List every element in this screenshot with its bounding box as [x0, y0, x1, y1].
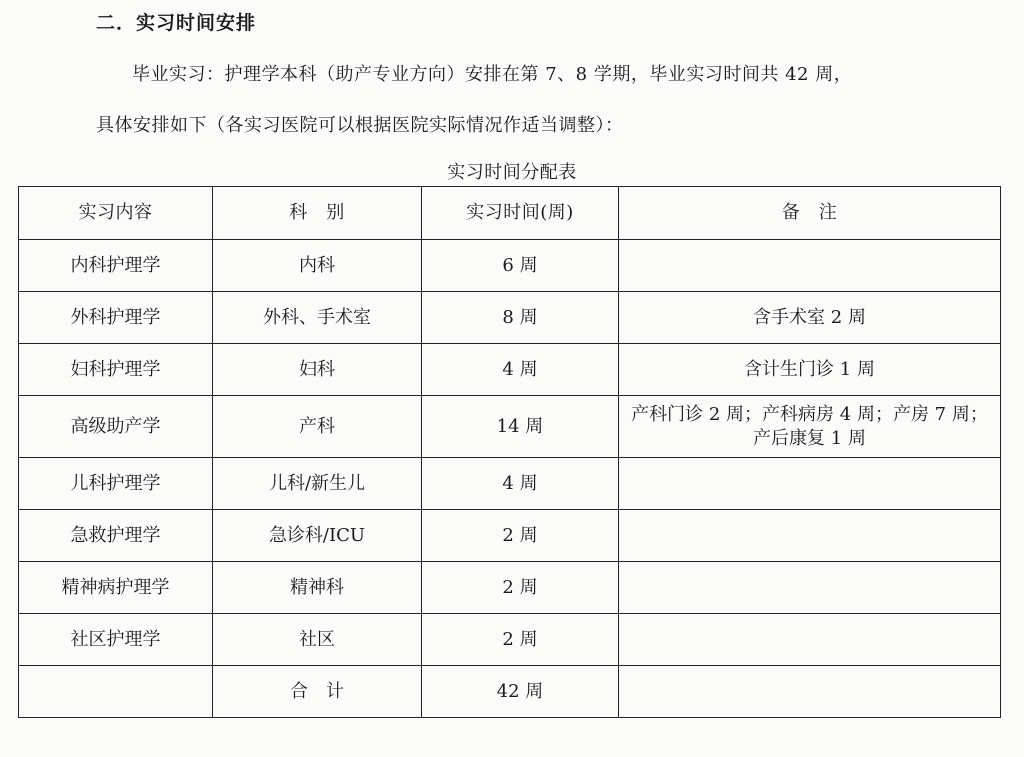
header-content: 实习内容 — [19, 187, 213, 240]
table-caption: 实习时间分配表 — [447, 162, 577, 183]
cell-remarks — [619, 458, 1001, 510]
cell-remarks — [619, 510, 1001, 562]
header-duration: 实习时间(周) — [422, 187, 619, 240]
cell-department: 产科 — [213, 396, 422, 458]
cell-remarks — [619, 562, 1001, 614]
table-row — [19, 458, 1001, 510]
cell-content: 精神病护理学 — [19, 562, 213, 614]
cell-department: 外科、手术室 — [213, 292, 422, 344]
cell-content: 社区护理学 — [19, 614, 213, 666]
cell-department: 儿科/新生儿 — [213, 458, 422, 510]
table-row — [19, 614, 1001, 666]
cell-duration: 4 周 — [422, 344, 619, 396]
table-row — [19, 344, 1001, 396]
table-row — [19, 396, 1001, 458]
cell-remarks — [619, 666, 1001, 718]
cell-content: 内科护理学 — [19, 240, 213, 292]
cell-department: 妇科 — [213, 344, 422, 396]
cell-department: 急诊科/ICU — [213, 510, 422, 562]
cell-remarks: 含手术室 2 周 — [619, 292, 1001, 344]
cell-duration: 8 周 — [422, 292, 619, 344]
table-row — [19, 562, 1001, 614]
cell-duration: 14 周 — [422, 396, 619, 458]
cell-content — [19, 666, 213, 718]
header-remarks: 备 注 — [619, 187, 1001, 240]
cell-department: 内科 — [213, 240, 422, 292]
intro-paragraph-line-1: 毕业实习：护理学本科（助产专业方向）安排在第 7、8 学期，毕业实习时间共 42 周， — [132, 64, 853, 85]
internship-allocation-table — [18, 186, 1001, 718]
table-row — [19, 240, 1001, 292]
cell-content: 高级助产学 — [19, 396, 213, 458]
cell-remarks — [619, 614, 1001, 666]
header-department: 科 别 — [213, 187, 422, 240]
section-heading: 二．实习时间安排 — [96, 12, 257, 34]
cell-department: 社区 — [213, 614, 422, 666]
cell-remarks — [619, 240, 1001, 292]
cell-total-label: 合 计 — [213, 666, 422, 718]
cell-content: 急救护理学 — [19, 510, 213, 562]
cell-total-duration: 42 周 — [422, 666, 619, 718]
cell-content: 外科护理学 — [19, 292, 213, 344]
cell-remarks: 含计生门诊 1 周 — [619, 344, 1001, 396]
table-row — [19, 510, 1001, 562]
cell-duration: 6 周 — [422, 240, 619, 292]
table-total-row — [19, 666, 1001, 718]
table-header-row — [19, 187, 1001, 240]
cell-content: 儿科护理学 — [19, 458, 213, 510]
table-row — [19, 292, 1001, 344]
cell-duration: 2 周 — [422, 614, 619, 666]
cell-department: 精神科 — [213, 562, 422, 614]
cell-content: 妇科护理学 — [19, 344, 213, 396]
cell-duration: 2 周 — [422, 562, 619, 614]
cell-duration: 4 周 — [422, 458, 619, 510]
cell-remarks: 产科门诊 2 周；产科病房 4 周；产房 7 周；产后康复 1 周 — [619, 396, 1001, 458]
cell-duration: 2 周 — [422, 510, 619, 562]
intro-paragraph-line-2: 具体安排如下（各实习医院可以根据医院实际情况作适当调整）： — [96, 115, 624, 136]
